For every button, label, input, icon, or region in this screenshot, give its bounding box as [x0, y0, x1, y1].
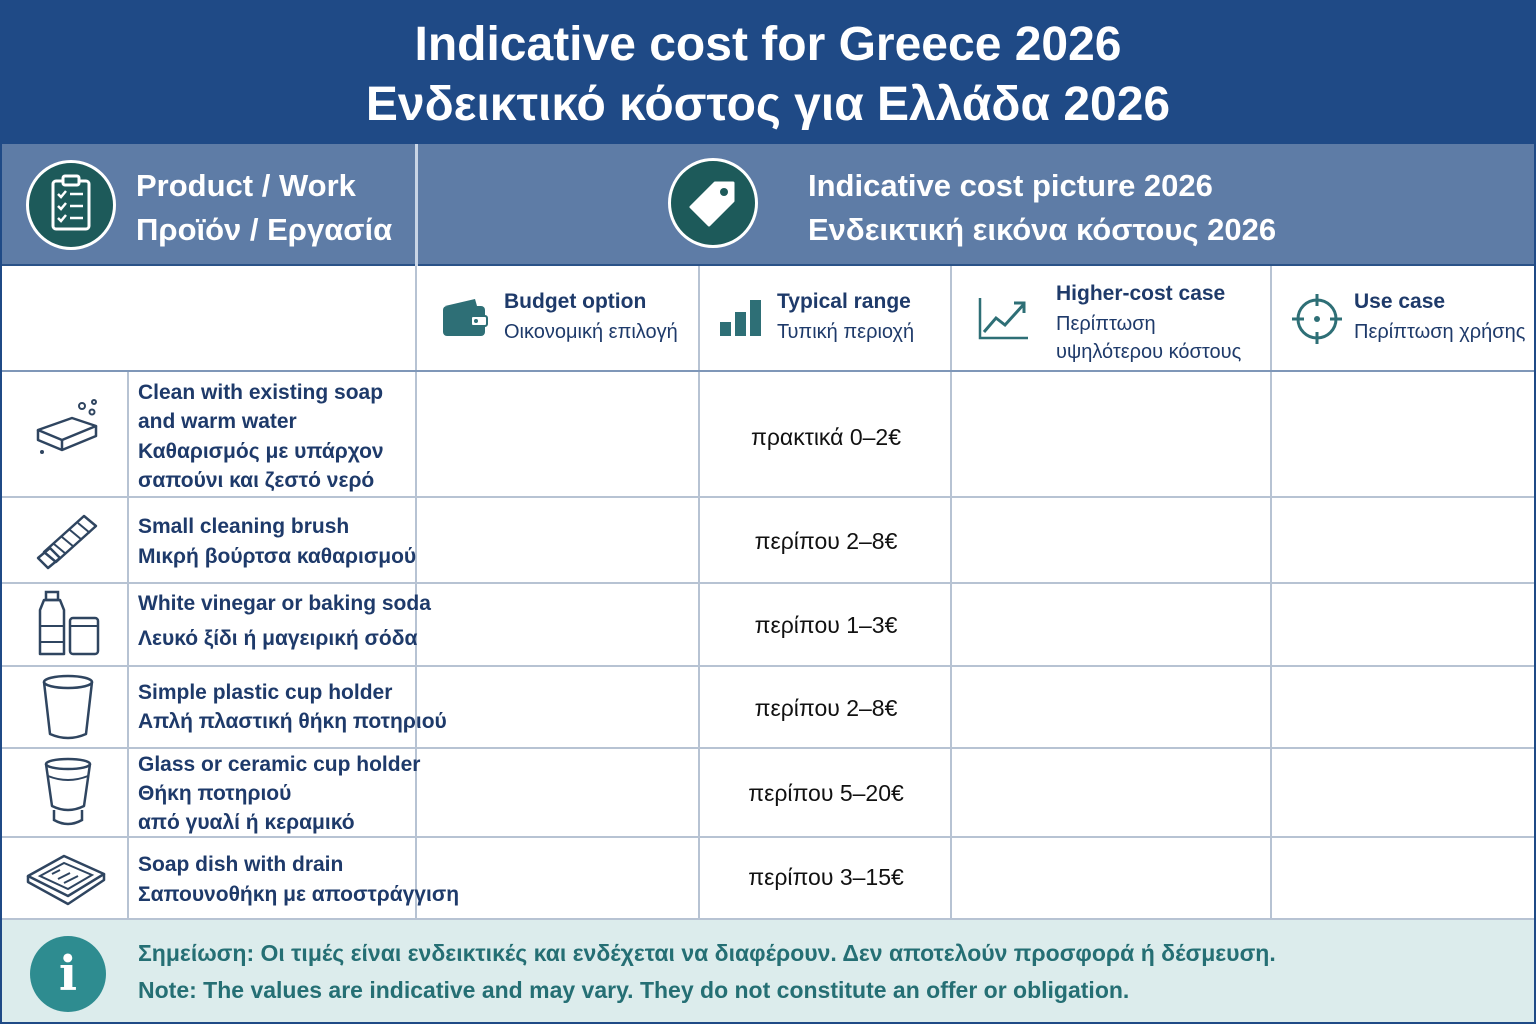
title-greek: Ενδεικτικό κόστος για Ελλάδα 2026 — [365, 78, 1171, 131]
row-6-typical: περίπου 3–15€ — [748, 864, 904, 890]
column-header-typical — [700, 266, 950, 370]
row-1-line-4: σαπούνι και ζεστό νερό — [138, 469, 375, 492]
row-5-line-1: Glass or ceramic cup holder — [138, 753, 421, 776]
column-higher-cost-gr: Περίπτωση — [1056, 313, 1156, 335]
row-4-typical: περίπου 2–8€ — [754, 695, 898, 721]
column-budget-gr: Οικονομική επιλογή — [504, 321, 678, 343]
wallet-icon — [441, 296, 491, 340]
title-banner — [2, 2, 1534, 144]
row-2-line-2: Μικρή βούρτσα καθαρισμού — [138, 545, 417, 568]
column-header-use-case — [1272, 266, 1534, 370]
header-divider — [415, 144, 418, 266]
column-budget-en: Budget option — [504, 290, 647, 313]
bar-chart-icon — [718, 298, 764, 338]
column-typical-en: Typical range — [777, 290, 911, 313]
row-1-typical: πρακτικά 0–2€ — [750, 424, 902, 450]
price-tag-icon — [668, 158, 758, 248]
note-greek: Σημείωση: Οι τιμές είναι ενδεικτικές και ενδέχεται να διαφέρουν. Δεν αποτελούν προσφορά ή δέσμευση. — [138, 940, 1276, 966]
row-divider — [2, 496, 1534, 498]
header-cost-gr: Ενδεικτική εικόνα κόστους 2026 — [808, 212, 1277, 247]
row-4-line-2: Απλή πλαστική θήκη ποτηριού — [138, 710, 447, 733]
row-divider — [2, 665, 1534, 667]
column-header-budget — [417, 266, 698, 370]
row-3-typical: περίπου 1–3€ — [754, 612, 898, 638]
row-1-line-3: Καθαρισμός με υπάρχον — [138, 440, 384, 463]
brush-icon — [24, 504, 108, 574]
column-higher-cost-en: Higher-cost case — [1056, 282, 1226, 305]
table-header-band — [2, 144, 1534, 266]
row-1-line-1: Clean with existing soap — [138, 381, 384, 404]
row-6-line-2: Σαπουνοθήκη με αποστράγγιση — [138, 883, 460, 906]
column-use-case-gr: Περίπτωση χρήσης — [1354, 321, 1526, 343]
soap-dish-icon — [20, 848, 110, 910]
cost-table — [2, 266, 1534, 918]
soap-bar-icon — [24, 396, 108, 466]
target-icon — [1290, 292, 1344, 346]
clipboard-checklist-icon — [26, 160, 116, 250]
row-3-line-2: Λευκό ξίδι ή μαγειρική σόδα — [138, 627, 418, 650]
bottle-jar-icon — [24, 588, 108, 660]
row-3-line-1: White vinegar or baking soda — [138, 592, 431, 615]
row-5-line-3: από γυαλί ή κεραμικό — [138, 811, 355, 834]
row-divider — [2, 582, 1534, 584]
header-product-en: Product / Work — [136, 168, 356, 203]
column-header-higher-cost — [952, 266, 1270, 370]
row-4-line-1: Simple plastic cup holder — [138, 681, 393, 704]
column-use-case-en: Use case — [1354, 290, 1446, 313]
column-typical-gr: Τυπική περιοχή — [777, 321, 915, 343]
note-banner — [2, 918, 1534, 1022]
note-english: Note: The values are indicative and may vary. They do not constitute an offer or obligation. — [138, 977, 1130, 1003]
info-icon: i — [30, 936, 106, 1012]
row-5-line-2: Θήκη ποτηριού — [138, 782, 292, 805]
glass-cup-icon — [24, 756, 108, 832]
row-divider — [2, 370, 1534, 372]
column-higher-cost-gr-2: υψηλότερου κόστους — [1056, 341, 1242, 363]
title-english: Indicative cost for Greece 2026 — [414, 18, 1122, 71]
row-divider — [2, 747, 1534, 749]
row-1-line-2: and warm water — [138, 410, 297, 433]
header-cost-en: Indicative cost picture 2026 — [808, 168, 1213, 203]
row-5-typical: περίπου 5–20€ — [748, 780, 904, 806]
row-2-typical: περίπου 2–8€ — [754, 528, 898, 554]
row-6-line-1: Soap dish with drain — [138, 853, 344, 876]
row-2-line-1: Small cleaning brush — [138, 515, 350, 538]
trend-up-icon — [976, 294, 1032, 342]
plastic-cup-icon — [24, 672, 108, 744]
header-product-gr: Προϊόν / Εργασία — [136, 212, 393, 247]
